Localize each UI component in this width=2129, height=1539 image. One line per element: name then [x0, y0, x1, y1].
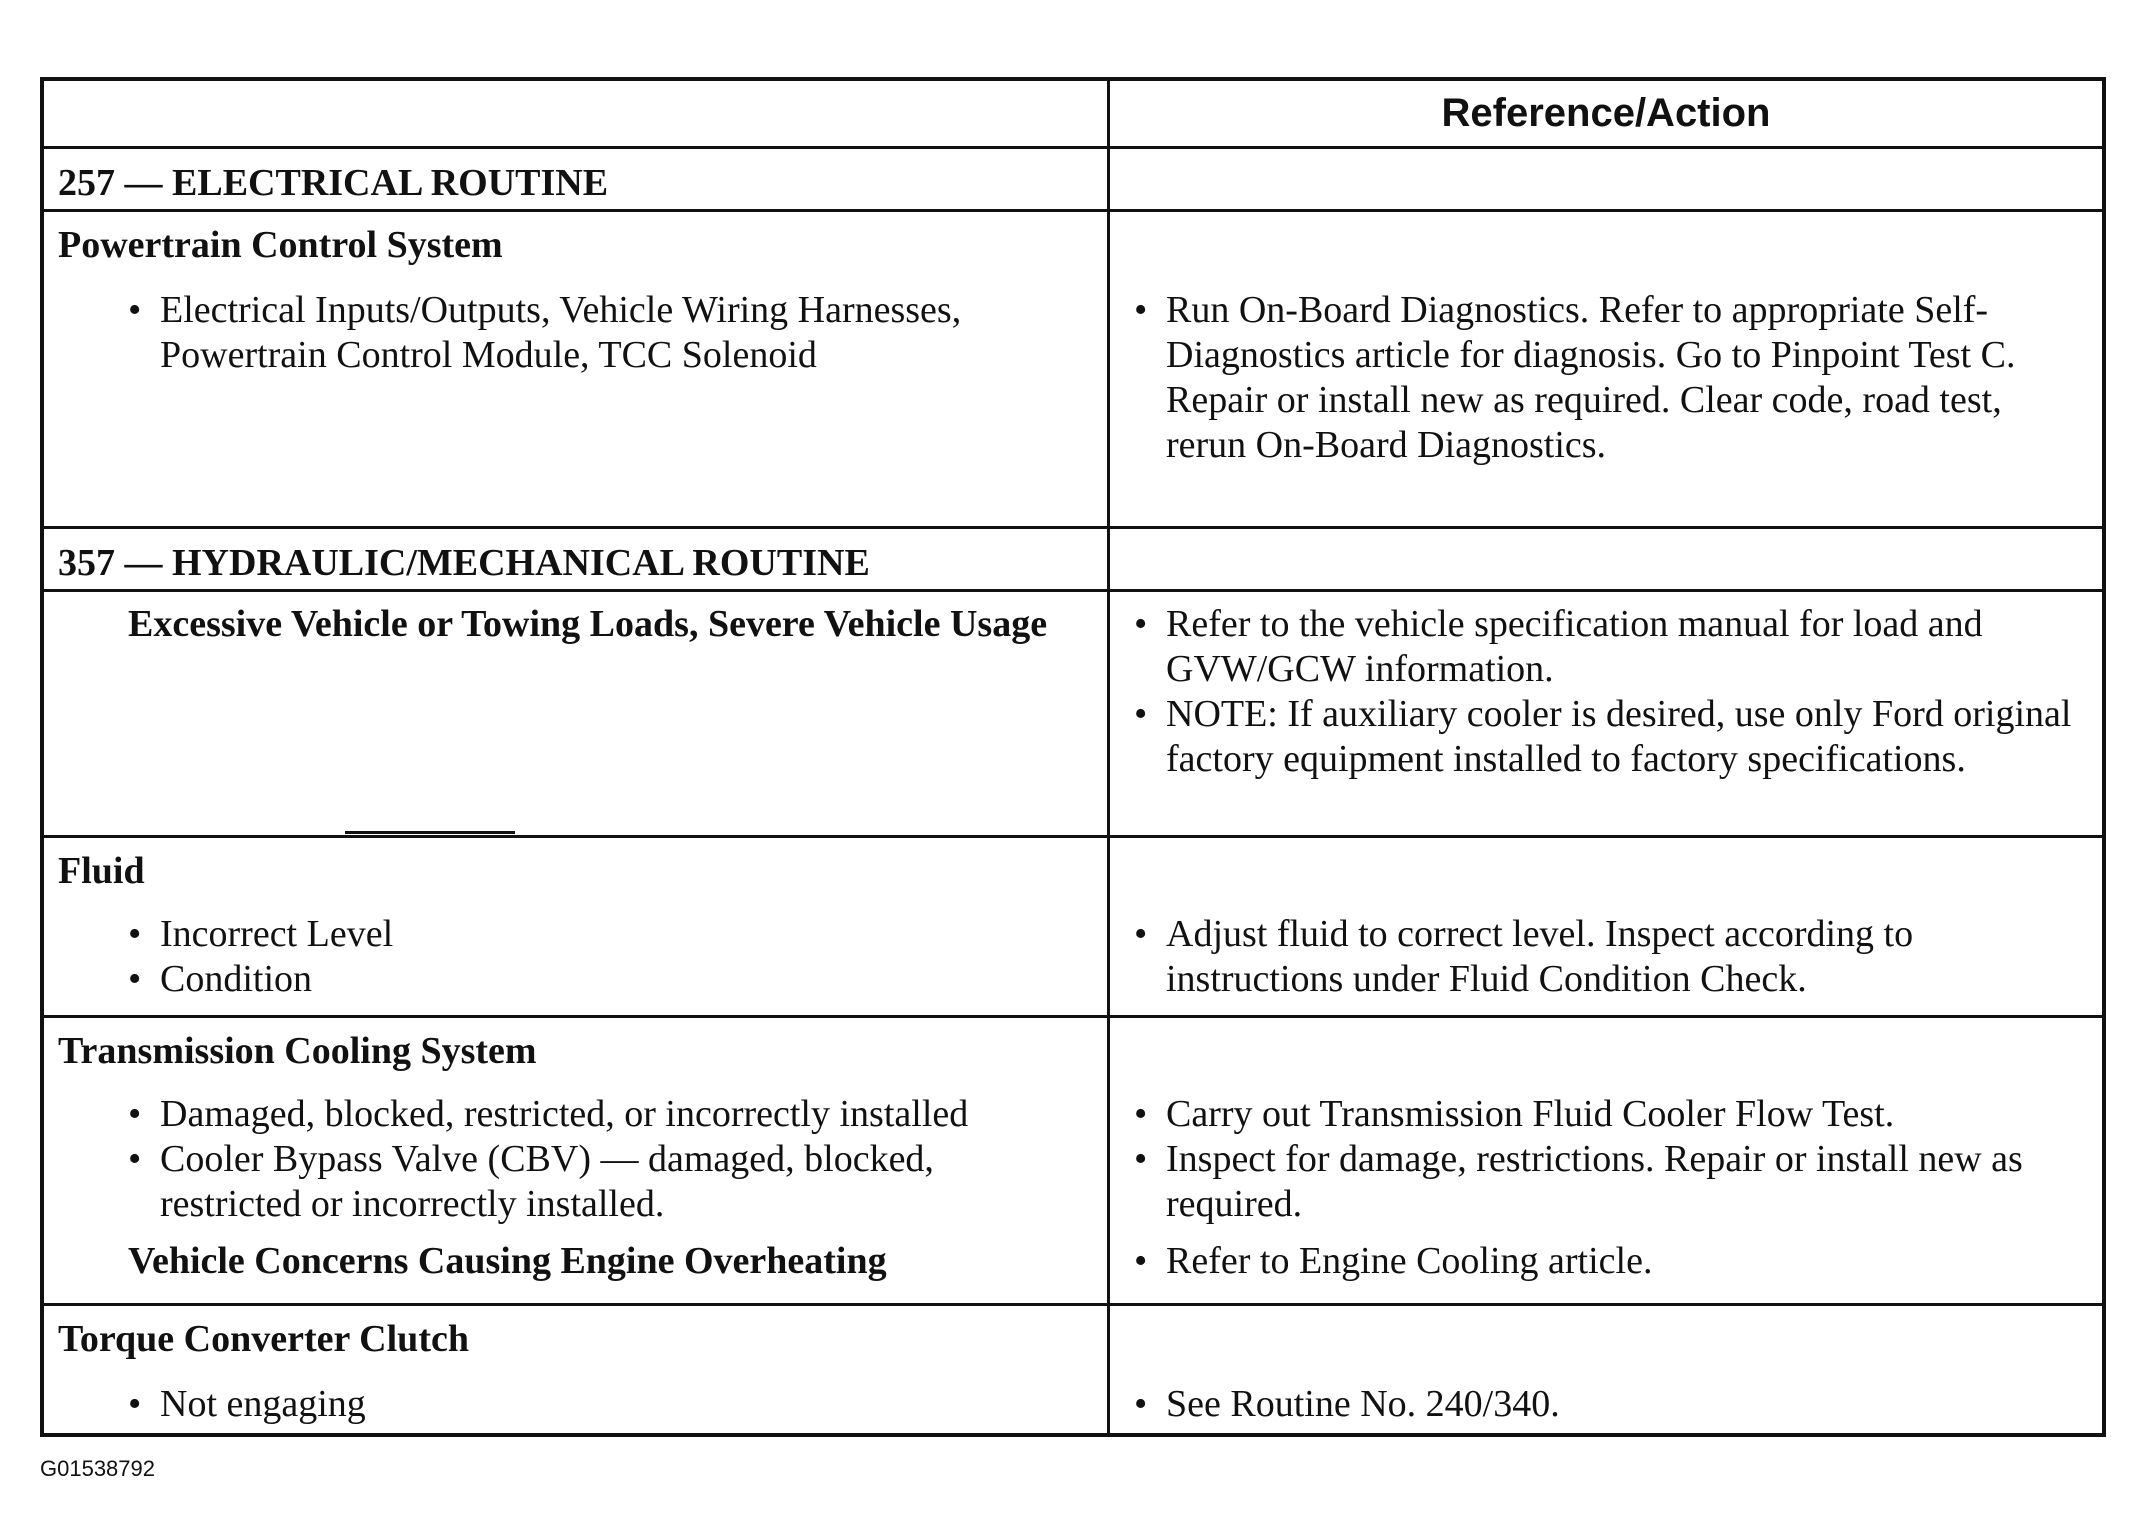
list-item: • Damaged, blocked, restricted, or incorrectly installed — [58, 1092, 1107, 1137]
list-item: • Refer to the vehicle specification manual for load and GVW/GCW information. — [1130, 602, 2088, 692]
cooling-row — [44, 1015, 2102, 1303]
cooling-actions — [1130, 1092, 2088, 1227]
scan-mark — [345, 831, 515, 834]
list-item: • Condition — [58, 957, 1107, 1002]
reference-action-header: Reference/Action — [1441, 91, 1771, 135]
list-item: • Not engaging — [58, 1382, 1107, 1427]
routine-257-row — [44, 146, 2102, 209]
list-item: • Run On-Board Diagnostics. Refer to appropriate Self-Diagnostics article for diagnosis. Go to Pinpoint Test C. Repair or install new as required. Clear code, road test, rerun On-Board Diagnostics. — [1130, 288, 2088, 468]
fluid-row — [44, 835, 2102, 1015]
tcc-actions — [1130, 1382, 2088, 1427]
figure-id: G01538792 — [40, 1456, 155, 1481]
cooling-items — [58, 1092, 1107, 1227]
list-item: • Adjust fluid to correct level. Inspect according to instructions under Fluid Condition Check. — [1130, 912, 2088, 1002]
fluid-actions — [1130, 912, 2088, 1002]
excessive-loads-row — [44, 589, 2102, 835]
tcc-row — [44, 1303, 2102, 1433]
list-item: • NOTE: If auxiliary cooler is desired, use only Ford original factory equipment installed to factory specifications. — [1130, 692, 2088, 782]
list-item: • Incorrect Level — [58, 912, 1107, 957]
powertrain-title: Powertrain Control System — [58, 224, 503, 266]
powertrain-row — [44, 209, 2102, 526]
routine-357-title: 357 — HYDRAULIC/MECHANICAL ROUTINE — [58, 542, 870, 584]
fluid-items — [58, 912, 1107, 1002]
tcc-items — [58, 1382, 1107, 1427]
list-item: • Inspect for damage, restrictions. Repair or install new as required. — [1130, 1137, 2088, 1227]
fluid-title: Fluid — [58, 850, 145, 892]
excessive-loads-actions — [1130, 602, 2088, 782]
header-left-cell — [44, 81, 1110, 146]
list-item: • Carry out Transmission Fluid Cooler Flow Test. — [1130, 1092, 2088, 1137]
excessive-loads-title: Excessive Vehicle or Towing Loads, Severe Vehicle Usage — [128, 603, 1048, 645]
overheating-title: Vehicle Concerns Causing Engine Overheating — [128, 1240, 887, 1282]
tcc-title: Torque Converter Clutch — [58, 1318, 469, 1360]
routine-357-row — [44, 526, 2102, 589]
cooling-title: Transmission Cooling System — [58, 1030, 537, 1072]
list-item: • Refer to Engine Cooling article. — [1130, 1239, 2088, 1284]
powertrain-actions — [1130, 288, 2088, 468]
powertrain-items — [58, 288, 1107, 378]
overheating-actions — [1130, 1239, 2088, 1284]
diagnosis-table — [40, 77, 2106, 1437]
header-right-cell — [1110, 81, 2102, 146]
routine-257-title: 257 — ELECTRICAL ROUTINE — [58, 162, 609, 204]
list-item: • Electrical Inputs/Outputs, Vehicle Wiring Harnesses, Powertrain Control Module, TCC Solenoid — [58, 288, 1107, 378]
list-item: • Cooler Bypass Valve (CBV) — damaged, blocked, restricted or incorrectly installed. — [58, 1137, 1107, 1227]
list-item: • See Routine No. 240/340. — [1130, 1382, 2088, 1427]
table-header-row — [44, 81, 2102, 146]
